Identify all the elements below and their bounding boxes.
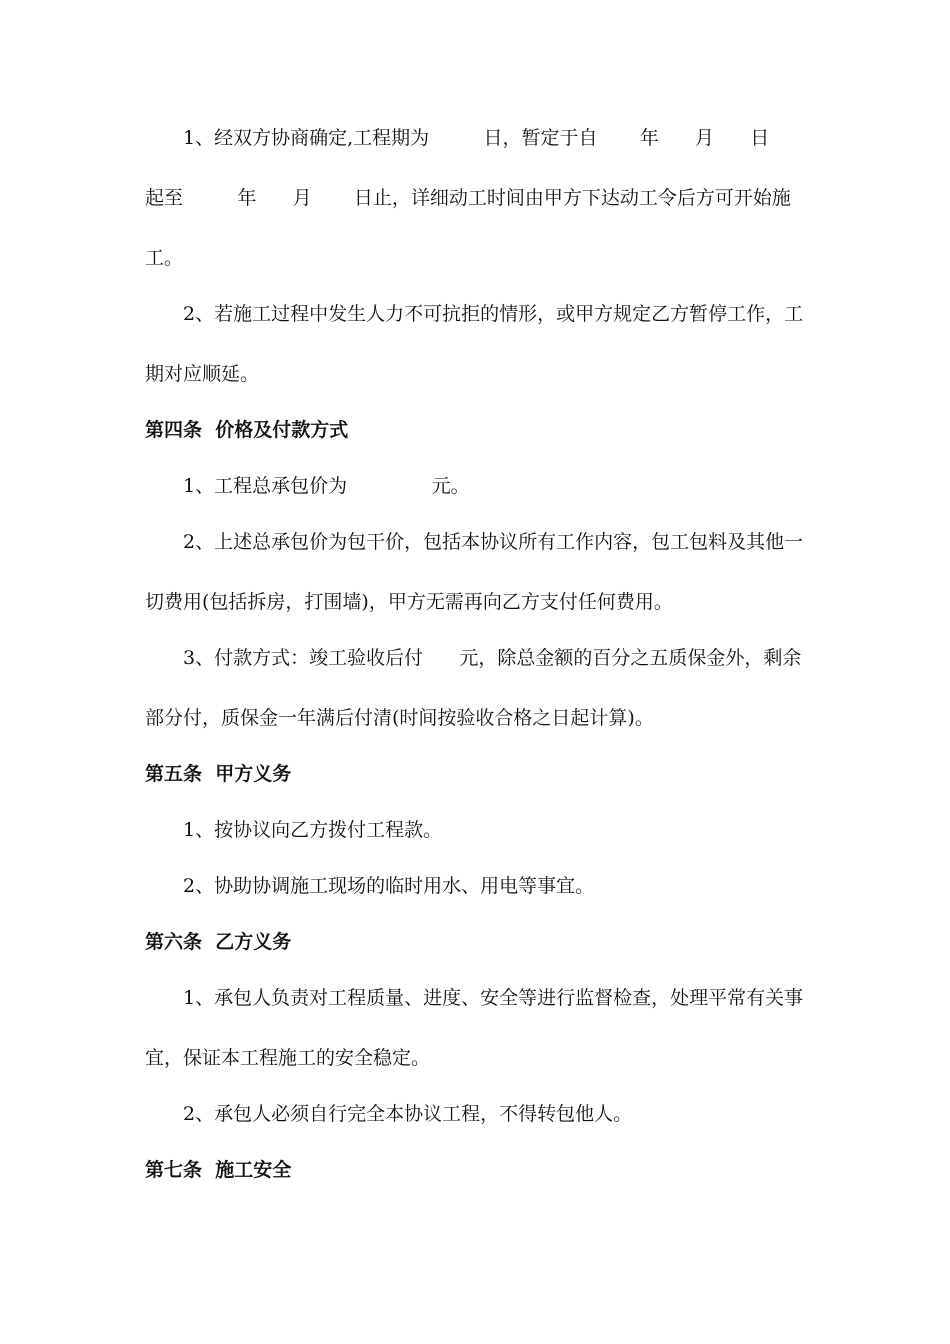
clause5-heading: 第五条 甲方义务 bbox=[145, 763, 292, 785]
clause4-item1-line1: 1、工程总承包价为 元。 bbox=[183, 475, 470, 497]
clause4-item3-line2: 部分付，质保金一年满后付清(时间按验收合格之日起计算)。 bbox=[145, 707, 654, 729]
clause5-item1-line1: 1、按协议向乙方拨付工程款。 bbox=[183, 819, 443, 841]
clause3-item2-line2: 期对应顺延。 bbox=[145, 363, 260, 385]
clause4-item2-line2: 切费用(包括拆房，打围墙)，甲方无需再向乙方支付任何费用。 bbox=[145, 591, 673, 613]
clause4-heading: 第四条 价格及付款方式 bbox=[145, 419, 349, 441]
clause6-item1-line1: 1、承包人负责对工程质量、进度、安全等进行监督检查，处理平常有关事 bbox=[183, 987, 804, 1009]
clause5-item2-line1: 2、协助协调施工现场的临时用水、用电等事宜。 bbox=[183, 875, 595, 897]
clause7-heading: 第七条 施工安全 bbox=[145, 1159, 292, 1181]
clause6-item2-line1: 2、承包人必须自行完全本协议工程，不得转包他人。 bbox=[183, 1103, 633, 1125]
clause4-item2-line1: 2、上述总承包价为包干价，包括本协议所有工作内容，包工包料及其他一 bbox=[183, 531, 804, 553]
clause4-item3-line1: 3、付款方式：竣工验收后付 元，除总金额的百分之五质保金外，剩余 bbox=[183, 647, 802, 669]
clause3-item1-line2: 起至 年 月 日止，详细动工时间由甲方下达动工令后方可开始施 bbox=[145, 187, 791, 209]
clause3-item1-line3: 工。 bbox=[145, 247, 184, 269]
clause6-heading: 第六条 乙方义务 bbox=[145, 931, 292, 953]
clause3-item1-line1: 1、经双方协商确定,工程期为 日，暂定于自 年 月 日 bbox=[183, 127, 770, 149]
clause3-item2-line1: 2、若施工过程中发生人力不可抗拒的情形，或甲方规定乙方暂停工作，工 bbox=[183, 303, 804, 325]
clause6-item1-line2: 宜，保证本工程施工的安全稳定。 bbox=[145, 1047, 431, 1069]
